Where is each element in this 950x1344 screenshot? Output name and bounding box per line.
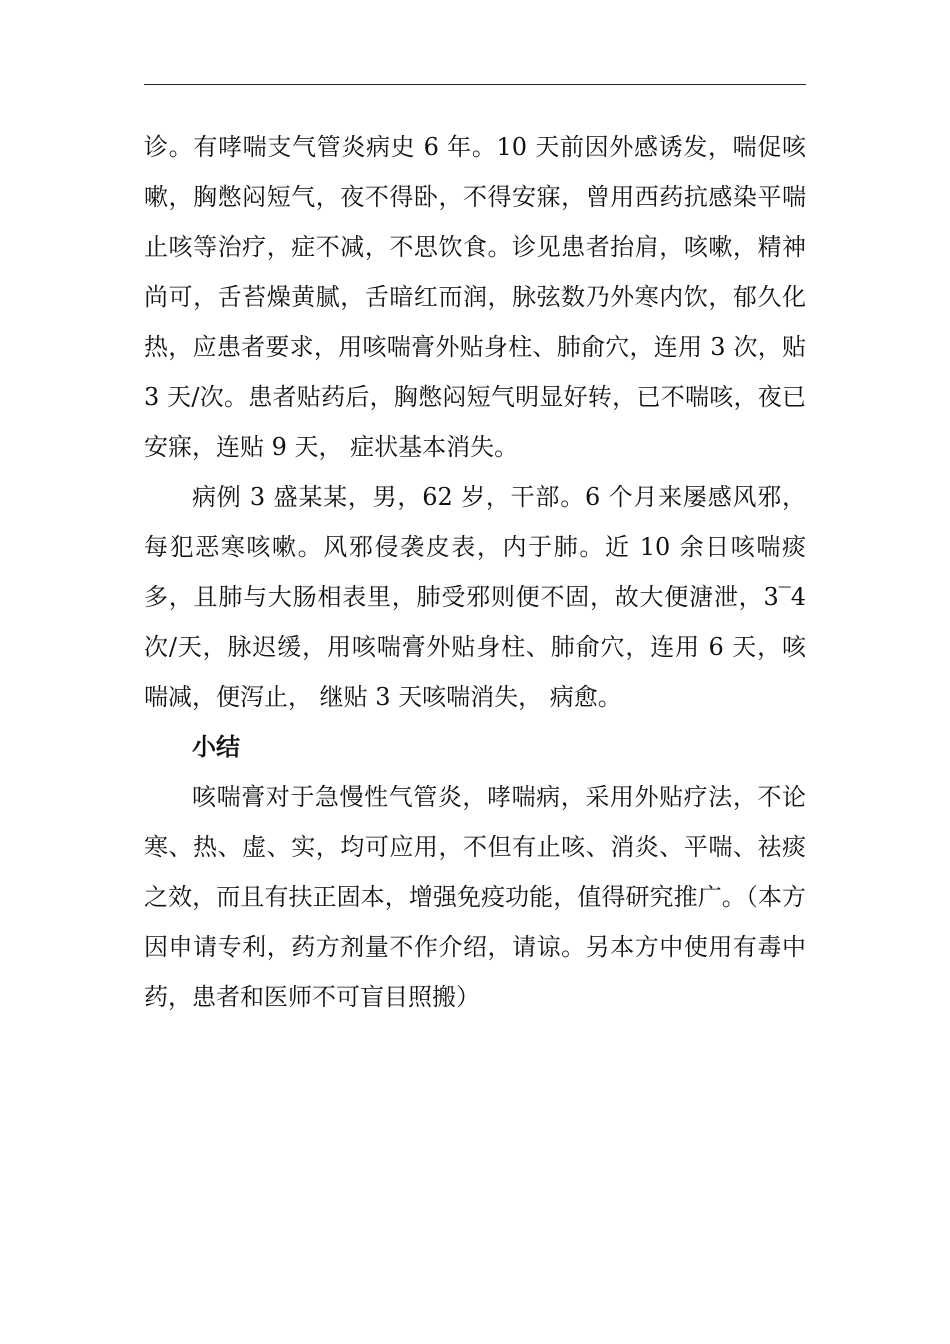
paragraph-summary: 咳喘膏对于急慢性气管炎，哮喘病，采用外贴疗法，不论寒、热、虚、实，均可应用，不但有止咳、消炎、平喘、祛痰之效，而且有扶正固本，增强免疫功能，值得研究推广。（本方因申请专利，药方剂量不作介绍，请谅。另本方中使用有毒中药，患者和医师不可盲目照搬）	[144, 783, 806, 1011]
document-body	[144, 122, 806, 1022]
section-heading-summary: 小结	[192, 733, 240, 761]
paragraph-case-2-continued: 诊。有哮喘支气管炎病史 6 年。10 天前因外感诱发，喘促咳嗽，胸憋闷短气，夜不得卧，不得安寐，曾用西药抗感染平喘止咳等治疗，症不减，不思饮食。诊见患者抬肩，咳嗽，精神尚可，舌苔燥黄腻，舌暗红而润，脉弦数乃外寒内饮，郁久化热，应患者要求，用咳喘膏外贴身柱、肺俞穴，连用 3 次，贴 3 天/次。患者贴药后，胸憋闷短气明显好转，已不喘咳，夜已安寐，连贴 9 天， 症状基本消失。	[144, 133, 806, 461]
paragraph-case-3: 病例 3 盛某某，男，62 岁，干部。6 个月来屡感风邪，每犯恶寒咳嗽。风邪侵袭皮表，内于肺。近 10 余日咳喘痰多，且肺与大肠相表里，肺受邪则便不固，故大便溏泄，3‾4 次/天，脉迟缓，用咳喘膏外贴身柱、肺俞穴，连用 6 天，咳喘减，便泻止， 继贴 3 天咳喘消失， 病愈。	[144, 483, 806, 711]
header-rule	[144, 84, 806, 85]
